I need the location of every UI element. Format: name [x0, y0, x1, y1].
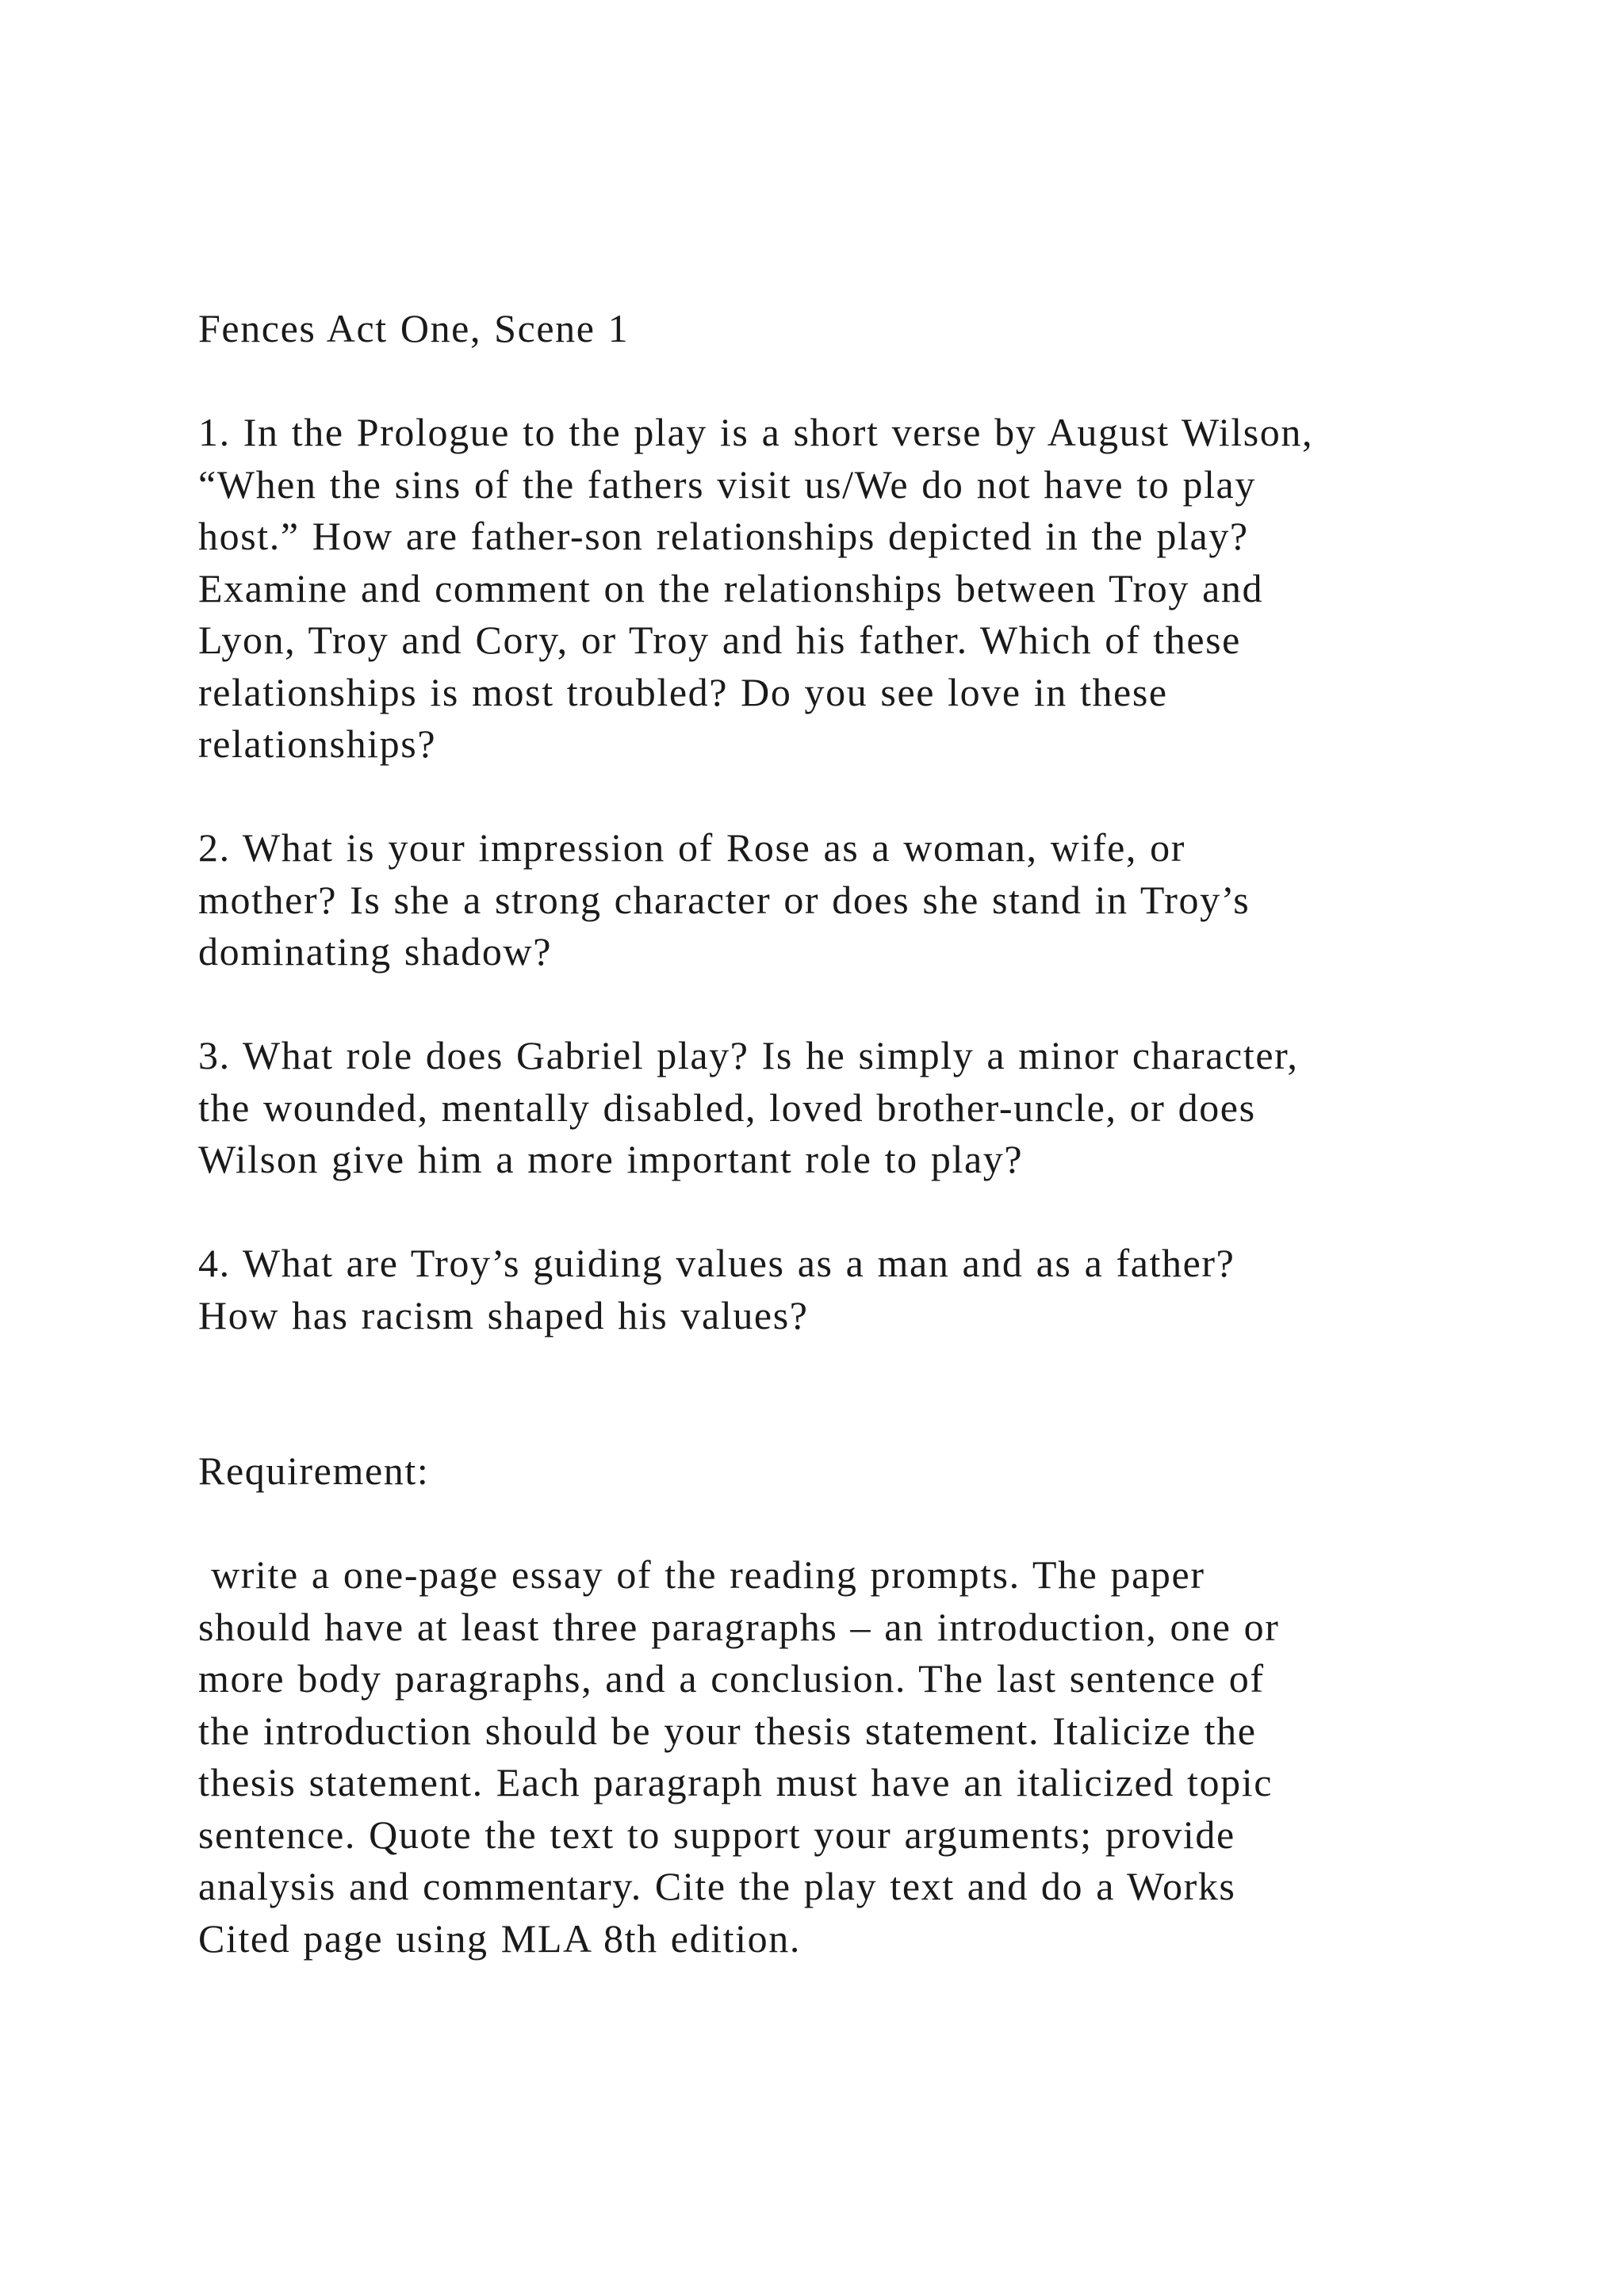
requirement-line-1: write a one-page essay of the reading prompts. The paper [198, 1552, 1205, 1597]
question-2 [198, 822, 1546, 978]
requirement-line-4: the introduction should be your thesis statement. Italicize the [198, 1708, 1257, 1753]
question-3-line-1: 3. What role does Gabriel play? Is he simply a minor character, [198, 1033, 1299, 1077]
section-spacer [198, 1341, 1546, 1445]
document-body [198, 303, 1546, 1965]
paragraph-spacer [198, 978, 1546, 1031]
question-1-line-5: Lyon, Troy and Cory, or Troy and his father. Which of these [198, 618, 1241, 662]
question-4 [198, 1238, 1546, 1341]
question-3-line-3: Wilson give him a more important role to play? [198, 1137, 1024, 1181]
question-2-line-1: 2. What is your impression of Rose as a woman, wife, or [198, 825, 1185, 870]
requirement-heading: Requirement: [198, 1448, 430, 1493]
question-2-line-2: mother? Is she a strong character or does she stand in Troy’s [198, 877, 1251, 922]
paragraph-spacer [198, 771, 1546, 823]
document-title: Fences Act One, Scene 1 [198, 306, 630, 350]
question-1-line-6: relationships is most troubled? Do you see love in these [198, 669, 1168, 714]
requirement-line-8: Cited page using MLA 8th edition. [198, 1915, 801, 1961]
question-1-line-4: Examine and comment on the relationships between Troy and [198, 565, 1264, 610]
requirement-line-2: should have at least three paragraphs – an introduction, one or [198, 1604, 1280, 1649]
question-4-line-1: 4. What are Troy’s guiding values as a man and as a father? [198, 1241, 1235, 1285]
paragraph-spacer [198, 1498, 1546, 1550]
requirement-paragraph [198, 1549, 1546, 1965]
question-1-line-1: 1. In the Prologue to the play is a short verse by August Wilson, [198, 410, 1314, 454]
question-1-line-7: relationships? [198, 721, 437, 766]
paragraph-spacer [198, 355, 1546, 408]
requirement-line-3: more body paragraphs, and a conclusion. The last sentence of [198, 1656, 1265, 1701]
requirement-line-5: thesis statement. Each paragraph must have an italicized topic [198, 1760, 1274, 1804]
question-3 [198, 1030, 1546, 1186]
requirement-line-6: sentence. Quote the text to support your arguments; provide [198, 1812, 1235, 1857]
question-4-line-2: How has racism shaped his values? [198, 1292, 809, 1337]
question-1 [198, 407, 1546, 771]
requirement-line-7: analysis and commentary. Cite the play text and do a Works [198, 1864, 1236, 1908]
question-3-line-2: the wounded, mentally disabled, loved brother-uncle, or does [198, 1085, 1256, 1130]
question-2-line-3: dominating shadow? [198, 929, 553, 974]
question-1-line-2: “When the sins of the fathers visit us/We do not have to play [198, 461, 1256, 507]
paragraph-spacer [198, 1186, 1546, 1238]
question-1-line-3: host.” How are father-son relationships depicted in the play? [198, 514, 1249, 558]
